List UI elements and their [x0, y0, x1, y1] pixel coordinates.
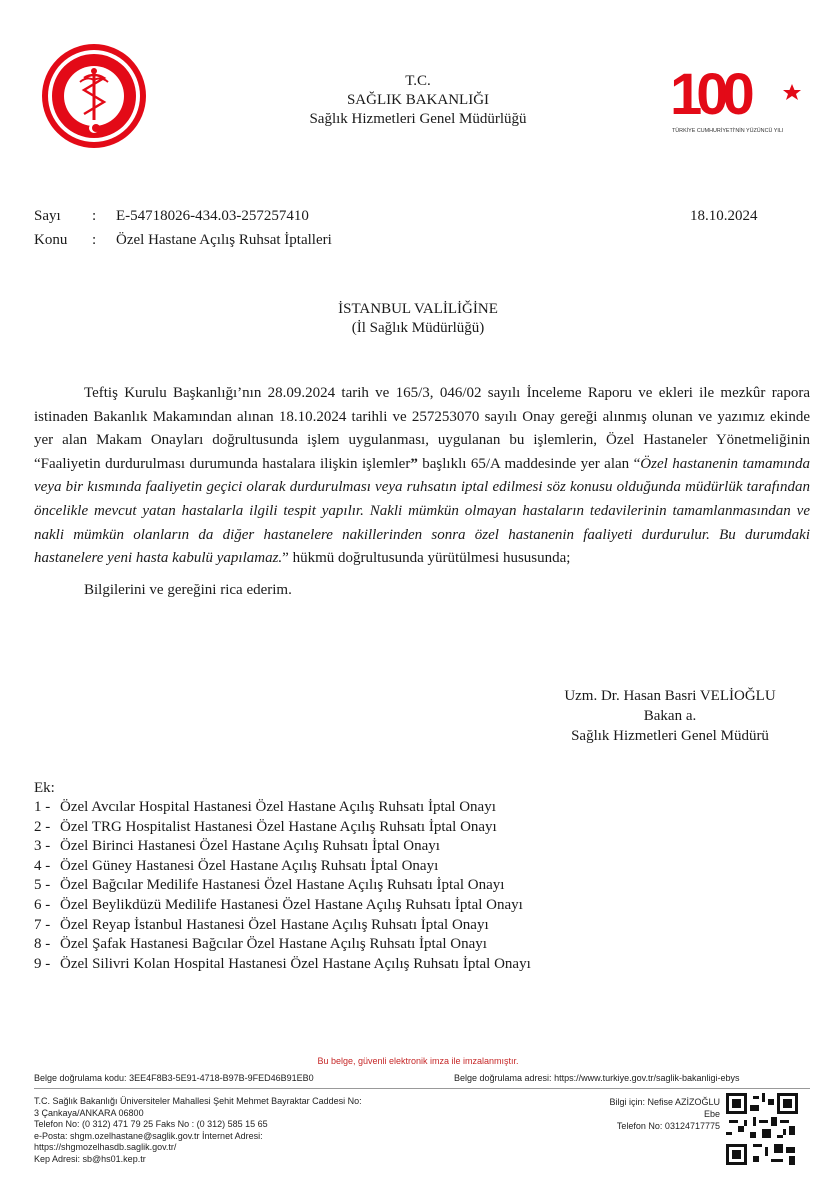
list-item: 5 - Özel Bağcılar Medilife Hastanesi Özel Hastane Açılış Ruhsatı İptal Onayı [34, 877, 505, 894]
signature-block [520, 686, 820, 746]
centennial-number: 100 [670, 62, 749, 127]
letterhead-line-tc: T.C. [405, 73, 431, 89]
kep-address: Kep Adresi: sb@hs01.kep.tr [34, 1153, 146, 1164]
addressee [0, 300, 836, 338]
letterhead-directorate: Sağlık Hizmetleri Genel Müdürlüğü [309, 111, 527, 127]
footer-divider [34, 1088, 810, 1089]
ministry-address: T.C. Sağlık Bakanlığı Üniversiteler Mahallesi Şehit Mehmet Bayraktar Caddesi No: 3 Çankaya/ANKARA 06800 Telefon No: (0 312) 471 79 25 Faks No : (0 312) 585 15 65 e-Posta: shgm.ozelhastane@saglik.gov.tr İnternet Adresi: https://shgmozelhasdb.saglik.gov.tr/ Kep Adresi: sb@hs01.kep.tr [34, 1096, 362, 1164]
list-item: 9 - Özel Silivri Kolan Hospital Hastanesi Özel Hastane Açılış Ruhsatı İptal Onayı [34, 955, 531, 972]
list-item: 6 - Özel Beylikdüzü Medilife Hastanesi Özel Hastane Açılış Ruhsatı İptal Onayı [34, 896, 523, 913]
doc-number: E-54718026-434.03-257257410 [116, 208, 309, 224]
contact-info: Bilgi için: Nefise AZİZOĞLU Ebe Telefon No: 03124717775 [560, 1096, 720, 1132]
signatory-name: Uzm. Dr. Hasan Basri VELİOĞLU [564, 688, 776, 704]
email-line: e-Posta: shgm.ozelhastane@saglik.gov.tr İnternet Adresi: [34, 1130, 263, 1141]
verification-address: Belge doğrulama adresi: https://www.turkiye.gov.tr/saglik-bakanligi-ebys [454, 1073, 740, 1083]
addressee-name: İSTANBUL VALİLİĞİNE [338, 301, 498, 317]
signatory-title-1: Bakan a. [643, 708, 697, 724]
list-item: 2 - Özel TRG Hospitalist Hastanesi Özel Hastane Açılış Ruhsatı İptal Onayı [34, 818, 497, 835]
regulation-quote: Özel hastanenin tamamında veya bir kısmında faaliyetin geçici olarak durdurulması veya ruhsatın iptal edilmesi söz konusu olduğunda müdürlük tarafından öncelikle mevcut yatan hastalarla ilgili tespit yapılır. Nakli mümkün olmayan hastaların tedavilerinin tamamlanmasından ve nakli mümkün olanların da diğer hastanelere nakillerinden sonra özel hastanenin faaliyeti durdurulur. Bu durumdaki hastanelere yeni hasta kabulü yapılamaz. [34, 455, 811, 567]
centennial-logo [668, 60, 806, 140]
body-paragraph-1: Teftiş Kurulu Başkanlığı’nın 28.09.2024 tarih ve 165/3, 046/02 sayılı İnceleme Raporu ve ekleri ile mezkûr rapora istinaden Bakanlık Makamından alınan 18.10.2024 tarihli ve 257253070 sayılı Onay gereği alınmış olunan ve yazımız ekinde yer alan Makam Onayları doğrultusunda işlem uygulanması, uygulanan bu işlemlerin, Özel Hastaneler Yönetmeliğinin “Faaliyetin durdurulması durumunda hastalara ilişkin işlemler” başlıklı 65/A maddesinde yer alan “Özel hastanenin tamamında veya bir kısmında faaliyetin geçici olarak durdurulması veya ruhsatın iptal edilmesi söz konusu olduğunda müdürlük tarafından öncelikle mevcut yatan hastalarla ilgili tespit yapılır. Nakli mümkün olmayan hastaların tedavilerinin tamamlanmasından ve nakli mümkün olanların da diğer hastanelere nakillerinden sonra özel hastanenin faaliyeti durdurulur. Bu durumdaki hastanelere yeni hasta kabulü yapılamaz.” hükmü doğrultusunda yürütülmesi hususunda; [34, 385, 811, 567]
subject-colon: : [92, 232, 97, 248]
doc-date: 18.10.2024 [690, 208, 758, 224]
subject-label: Konu [34, 232, 68, 248]
esign-note: Bu belge, güvenli elektronik imza ile imzalanmıştır. [317, 1056, 519, 1066]
addressee-unit: (İl Sağlık Müdürlüğü) [351, 320, 485, 336]
contact-phone: Telefon No: 03124717775 [616, 1121, 720, 1131]
signatory-title-2: Sağlık Hizmetleri Genel Müdürü [571, 728, 769, 744]
centennial-caption: TÜRKİYE CUMHURİYETİ'NİN YÜZÜNCÜ YILI [672, 128, 784, 134]
star-icon [783, 84, 801, 100]
list-item: 8 - Özel Şafak Hastanesi Bağcılar Özel Hastane Açılış Ruhsatı İptal Onayı [34, 936, 487, 953]
qr-code-icon [726, 1093, 798, 1165]
list-item: 7 - Özel Reyap İstanbul Hastanesi Özel Hastane Açılış Ruhsatı İptal Onayı [34, 916, 489, 933]
list-item: 3 - Özel Birinci Hastanesi Özel Hastane Açılış Ruhsatı İptal Onayı [34, 838, 440, 855]
website-link[interactable]: https://shgmozelhasdb.saglik.gov.tr/ [34, 1142, 177, 1153]
verification-code: Belge doğrulama kodu: 3EE4F8B3-5E91-4718-B97B-9FED46B91EB0 [34, 1073, 314, 1083]
doc-number-label: Sayı [34, 208, 61, 224]
attachments-list [34, 778, 531, 974]
body-paragraph-2: Bilgilerini ve gereğini rica ederim. [84, 581, 292, 598]
attachments-title: Ek: [34, 780, 55, 796]
contact-title: Ebe [703, 1109, 720, 1119]
list-item: 1 - Özel Avcılar Hospital Hastanesi Özel Hastane Açılış Ruhsatı İptal Onayı [34, 799, 496, 815]
letter-body [34, 382, 810, 602]
contact-name: Nefise AZİZOĞLU [647, 1097, 720, 1107]
doc-number-colon: : [92, 208, 97, 224]
subject: Özel Hastane Açılış Ruhsat İptalleri [116, 232, 332, 248]
list-item: 4 - Özel Güney Hastanesi Özel Hastane Açılış Ruhsatı İptal Onayı [34, 857, 439, 874]
letterhead-ministry: SAĞLIK BAKANLIĞI [346, 92, 490, 108]
verification-link[interactable]: https://www.turkiye.gov.tr/saglik-bakanligi-ebys [554, 1073, 740, 1083]
